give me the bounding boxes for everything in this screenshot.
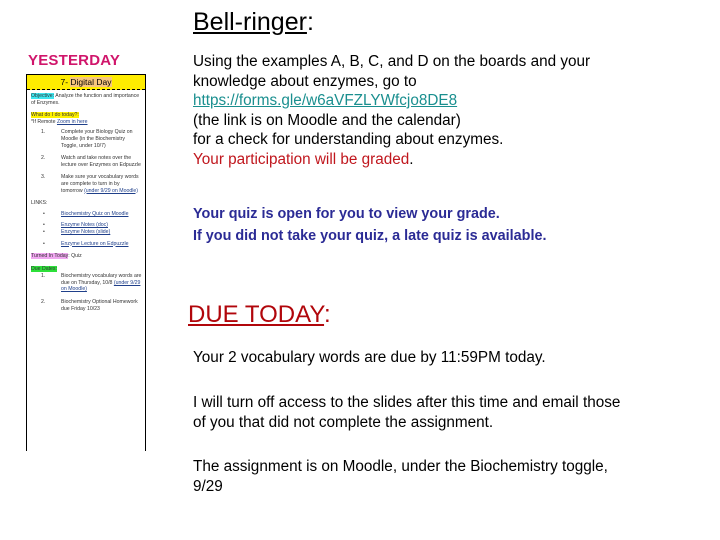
link-item	[31, 229, 142, 236]
turned-in-label: Turned In Today	[31, 253, 69, 260]
link-item	[31, 222, 142, 229]
bellringer-instructions	[193, 52, 590, 169]
objective-text: Analyze the function and importance of Enzymes.	[31, 93, 140, 106]
step-text: Watch and take notes over the lecture over Enzymes on Edpuzzle	[61, 155, 141, 168]
notes-doc-link[interactable]: Enzyme Notes (doc)	[61, 222, 108, 229]
para-line: 9/29	[193, 477, 223, 495]
todo-step	[31, 129, 142, 149]
card-header-title: Digital Day	[70, 77, 112, 87]
step-number: 1.	[41, 129, 46, 136]
card-body	[27, 90, 145, 312]
todo-label: What do I do today?:	[31, 112, 79, 119]
todo-step	[31, 174, 142, 194]
due-today-para-2	[193, 393, 620, 432]
yesterday-label: YESTERDAY	[28, 52, 121, 69]
zoom-link[interactable]: Zoom in here	[56, 118, 88, 125]
link-item	[31, 211, 142, 218]
bullet-icon: •	[43, 222, 45, 229]
turned-in	[31, 253, 142, 260]
edpuzzle-link[interactable]: Enzyme Lecture on Edpuzzle	[61, 240, 129, 247]
objective-label: Objective:	[31, 93, 55, 99]
moodle-link[interactable]: (under 9/29 on Moodle)	[84, 187, 138, 194]
due-date-item	[31, 299, 142, 312]
remote-text: *If Remote	[31, 118, 57, 125]
due-dates-label: Due Dates:	[31, 265, 57, 272]
instruction-line: knowledge about enzymes, go to	[193, 72, 417, 90]
title-text: Bell-ringer	[193, 8, 307, 36]
link-item	[31, 241, 142, 248]
para-line: The assignment is on Moodle, under the Biochemistry toggle,	[193, 458, 608, 475]
bullet-icon: •	[43, 228, 45, 235]
due-today-colon: :	[324, 301, 331, 328]
remote-line	[31, 119, 142, 126]
title-colon: :	[306, 8, 314, 36]
due-text: Biochemistry vocabulary words are due on Thursday, 10/8	[61, 273, 142, 286]
todo-step	[31, 155, 142, 168]
links-list	[31, 211, 142, 247]
graded-line	[193, 150, 590, 170]
due-today-heading	[188, 300, 331, 330]
instruction-line: (the link is on Moodle and the calendar)	[193, 111, 461, 129]
due-today-text: DUE TODAY	[188, 301, 325, 328]
due-text: Biochemistry Optional Homework due Friday 10/23	[61, 299, 138, 312]
step-text: Make sure your vocabulary words are complete to turn in by tomorrow	[61, 174, 139, 194]
turned-in-text: : Quiz	[68, 253, 82, 260]
card-header	[27, 75, 145, 90]
instruction-line: for a check for understanding about enzymes.	[193, 131, 504, 148]
moodle-link[interactable]: (under 9/29 on Moodle)	[61, 279, 141, 293]
todo-steps	[31, 129, 142, 194]
para-line: I will turn off access to the slides after this time and email those	[193, 394, 621, 411]
due-today-para-3	[193, 457, 608, 496]
quiz-link[interactable]: Biochemistry Quiz on Moodle	[61, 210, 129, 217]
page-title	[193, 6, 314, 38]
para-line: of you that did not complete the assignment.	[193, 413, 494, 431]
bullet-icon: •	[43, 240, 45, 247]
card-header-number: 7-	[60, 77, 71, 87]
yesterday-agenda-card	[26, 74, 146, 451]
quiz-notice-line: Your quiz is open for you to view your grade.	[193, 206, 500, 222]
graded-text: Your participation will be graded	[193, 150, 410, 168]
due-dates-list	[31, 273, 142, 312]
due-number: 2.	[41, 299, 46, 306]
objective	[31, 93, 142, 106]
due-number: 1.	[41, 273, 46, 280]
form-link[interactable]: https://forms.gle/w6aVFZLYWfcjo8DE8	[193, 92, 458, 109]
graded-period: .	[409, 150, 414, 168]
instruction-line: Using the examples A, B, C, and D on the boards and your	[193, 53, 591, 70]
step-number: 3.	[41, 174, 46, 181]
links-label: LINKS:	[31, 200, 48, 207]
bullet-icon: •	[43, 210, 45, 217]
due-today-para-1: Your 2 vocabulary words are due by 11:59PM today.	[193, 349, 546, 366]
quiz-notice-line: If you did not take your quiz, a late quiz is available.	[193, 228, 547, 244]
quiz-notice	[193, 203, 546, 247]
step-number: 2.	[41, 155, 46, 162]
due-date-item	[31, 273, 142, 293]
step-text: Complete your Biology Quiz on Moodle (in the Biochemistry Toggle, under 10/7)	[61, 129, 133, 149]
notes-slide-link[interactable]: Enzyme Notes (slide)	[61, 228, 111, 235]
